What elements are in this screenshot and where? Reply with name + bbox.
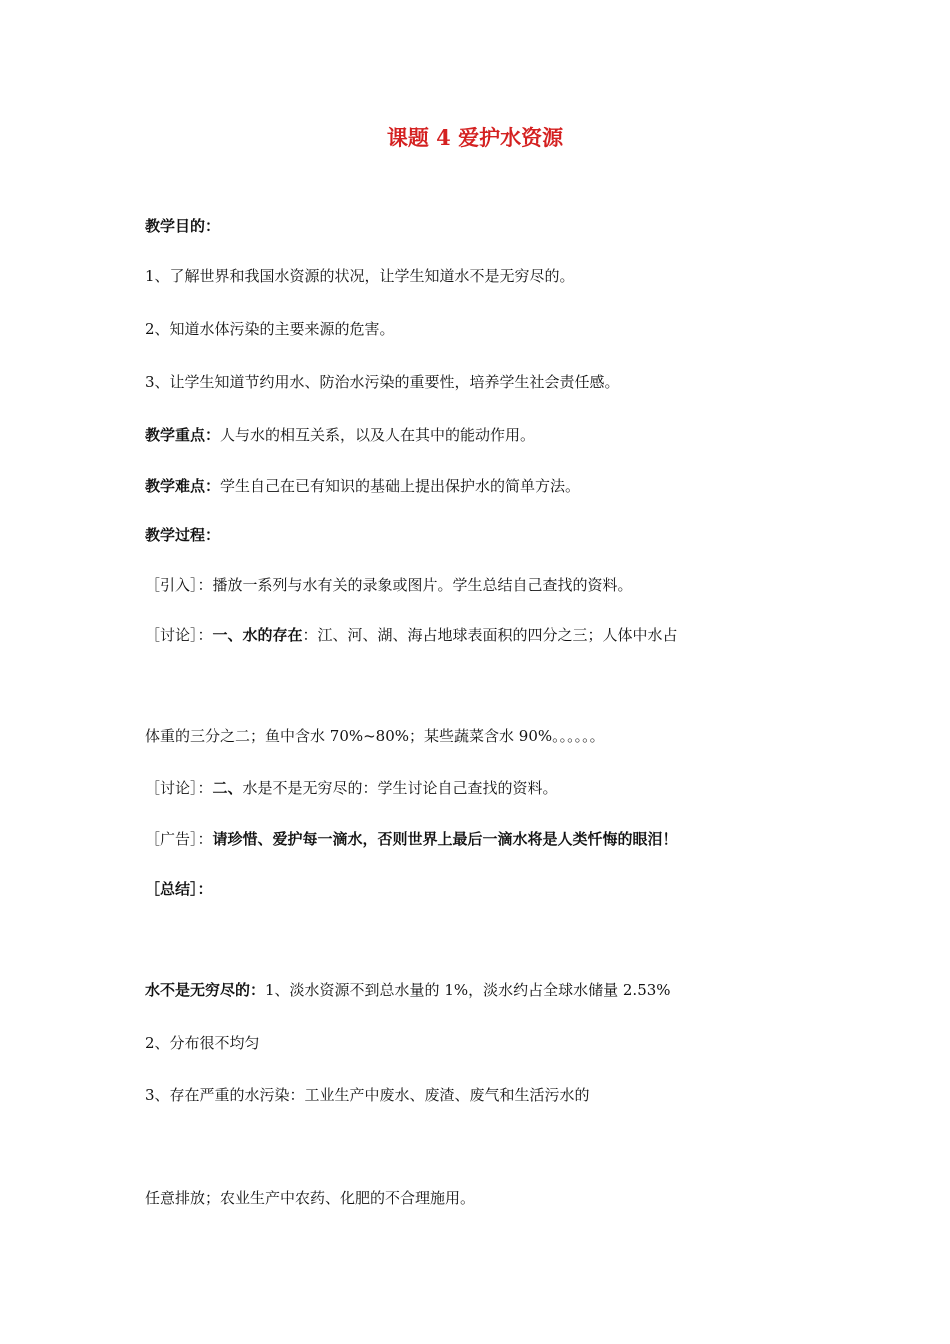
summary-item-1	[145, 980, 845, 1000]
summary-item-3-continuation: 任意排放；农业生产中农药、化肥的不合理施用。	[145, 1189, 476, 1207]
key-point-text: 人与水的相互关系，以及人在其中的能动作用。	[220, 426, 536, 444]
summary-heading: 水不是无穷尽的：	[145, 981, 266, 999]
intro-line	[145, 575, 845, 595]
discussion-1-text: 江、河、湖、海占地球表面积的四分之三；人体中水占	[317, 626, 678, 644]
discussion-1-continuation: 体重的三分之二；鱼中含水 70%~80%；某些蔬菜含水 90%。。。。。。	[145, 727, 605, 745]
discussion-1-heading: 一、水的存在	[212, 626, 303, 644]
difficulty-label: 教学难点：	[145, 477, 221, 495]
ad-line	[145, 829, 845, 849]
ad-text: 请珍惜、爱护每一滴水，否则世界上最后一滴水将是人类忏悔的眼泪！	[212, 830, 678, 848]
key-point	[145, 425, 845, 445]
discussion-2-line	[145, 778, 845, 798]
document-title: 课题 4 爱护水资源	[386, 125, 564, 150]
discussion-2-heading: 二、	[212, 779, 243, 797]
intro-tag: ［引入］：	[145, 576, 213, 594]
discussion-1-line	[145, 625, 845, 645]
summary-label: ［总结］：	[145, 880, 213, 898]
objective-3: 3、让学生知道节约用水、防治水污染的重要性，培养学生社会责任感。	[145, 373, 620, 391]
summary-item-1-text: 1、淡水资源不到总水量的 1%，淡水约占全球水储量 2.53%	[265, 981, 671, 999]
discussion-2-text: 水是不是无穷尽的：学生讨论自己查找的资料。	[242, 779, 558, 797]
ad-tag: ［广告］：	[145, 830, 213, 848]
objective-2: 2、知道水体污染的主要来源的危害。	[145, 320, 395, 338]
objectives-label: 教学目的：	[145, 217, 221, 235]
summary-item-3: 3、存在严重的水污染：工业生产中废水、废渣、废气和生活污水的	[145, 1086, 590, 1104]
process-label: 教学过程：	[145, 526, 221, 544]
discussion-1-colon: ：	[302, 626, 318, 644]
objective-1: 1、了解世界和我国水资源的状况，让学生知道水不是无穷尽的。	[145, 267, 575, 285]
discussion-2-tag: ［讨论］：	[145, 779, 213, 797]
summary-item-2: 2、分布很不均匀	[145, 1034, 260, 1052]
intro-text: 播放一系列与水有关的录象或图片。学生总结自己查找的资料。	[212, 576, 633, 594]
difficulty-text: 学生自己在已有知识的基础上提出保护水的简单方法。	[220, 477, 581, 495]
discussion-1-tag: ［讨论］：	[145, 626, 213, 644]
difficulty	[145, 476, 845, 496]
key-point-label: 教学重点：	[145, 426, 221, 444]
